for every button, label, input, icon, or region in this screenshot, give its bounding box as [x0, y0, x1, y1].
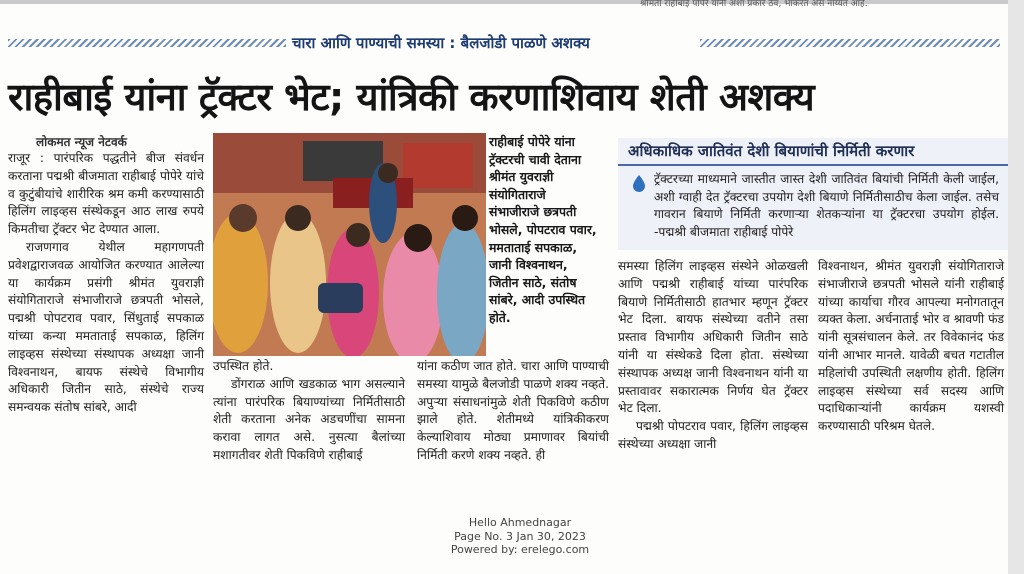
footer-powered-by: Powered by: erelego.com: [450, 543, 590, 556]
quote-box: [618, 138, 1008, 250]
photo-caption: राहीबाई पोपेरे यांना ट्रॅक्टरची चावी देताना श्रीमंत युवराज्ञी संयोगिताराजे संभाजीराजे छत्रपती भोसले, पोपटराव पवार, ममताताई सपकाळ, जानी विश्वनाथन, जितीन साठे, संतोष सांबरे, आदी उपस्थित होते.: [489, 134, 597, 325]
paragraph: पद्मश्री पोपटराव पवार, हिलिंग लाइव्हस संस्थेच्या अध्यक्षा जानी: [618, 419, 808, 451]
byline: लोकमत न्यूज नेटवर्क: [36, 135, 127, 149]
headline: राहीबाई यांना ट्रॅक्टर भेट; यांत्रिकी करणाशिवाय शेती अशक्य: [8, 75, 815, 119]
column-3: [417, 358, 609, 465]
kicker-stripe-left: [8, 39, 286, 47]
paragraph: विश्वनाथन, श्रीमंत युवराज्ञी संयोगिताराजे संभाजीराजे छत्रपती भोसले यांनी राहीबाई यांच्या कार्याचा गौरव आपल्या मनोगतातून व्यक्त केला. अर्चनाताई भोर व श्रावणी फंड यांनी सूत्रसंचालन केले. तर विवेकानंद फंड यांनी आभार मानले. यावेळी बचत गटातील महिलांची उपस्थिती लक्षणीय होती. हिलिंग लाइव्हस संस्थेच्या सर्व सदस्य आणि पदाधिकाऱ्यांनी कार्यक्रम यशस्वी करण्यासाठी परिश्रम घेतले.: [818, 259, 1004, 434]
kicker-stripe-right: [700, 39, 1000, 47]
footer-page-date: Page No. 3 Jan 30, 2023: [454, 529, 586, 543]
quote-box-title: अधिकाधिक जातिवंत देशी बियाणांची निर्मिती करणार: [618, 138, 1008, 166]
event-photo: [213, 133, 486, 356]
paragraph: उपस्थित होते.: [213, 359, 274, 373]
previous-article-clip: श्रीमती राहीबाई पोपेरे यांनी अशा प्रकारे ठेव, भाकरत अस नाय्यत आहे.: [640, 0, 868, 9]
paragraph: यांना कठीण जात होते. चारा आणि पाण्याची समस्या यामुळे बैलजोडी पाळणे शक्य नव्हते. अपुऱ्या संसाधनांमुळे शेती पिकविणे कठीण झाले होते. शेतीमध्ये यांत्रिकीकरण केल्याशिवाय मोठ्या प्रमाणावर बियांची निर्मिती करणे शक्य नव्हते. ही: [417, 359, 609, 462]
photo-illustration: [213, 133, 486, 356]
kicker-text: चारा आणि पाण्याची समस्या : बैलजोडी पाळणे अशक्य: [292, 34, 590, 52]
footer-edition: Hello Ahmednagar: [468, 516, 572, 529]
page-footer: [420, 516, 620, 557]
kicker-bar: [0, 30, 1008, 56]
paragraph: समस्या हिलिंग लाइव्हस संस्थेने ओळखली आणि पद्मश्री राहीबाई यांच्या पारंपरिक बियाणे निर्मितीसाठी हातभार म्हणून ट्रॅक्टर भेट दिला. बायफ संस्थेच्या वतीने तसा प्रस्ताव विभागीय अधिकारी जितीन साठे यांनी या संस्थेकडे दिला होता. संस्थेच्या संस्थापक अध्यक्ष जानी विश्वनाथन यांनी या प्रस्तावावर सकारात्मक निर्णय घेत ट्रॅक्टर भेट दिला.: [618, 259, 808, 416]
paragraph: राजूर : पारंपरिक पद्धतीने बीज संवर्धन करताना पद्मश्री बीजमाता राहीबाई पोपेरे यांचे व कुटुंबीयांचे शारीरिक श्रम कमी करण्यासाठी हिलिंग लाइव्हस संस्थेकडून आठ लाख रुपये किमतीचा ट्रॅक्टर भेट देण्यात आला.: [8, 151, 204, 237]
page-edge-shadow: [1008, 0, 1024, 574]
quote-text: ट्रॅक्टरच्या माध्यमाने जास्तीत जास्त देशी जातिवंत बियांची निर्मिती केली जाईल, अशी ग्वाही देत ट्रॅक्टरचा उपयोग देशी बियाणे निर्मितीसाठीच केला जाईल. तसेच गावरान बियाणे निर्मिती करणाऱ्या शेतकऱ्यांना या ट्रॅक्टरचा उपयोग होईल. -पद्मश्री बीजमाता राहीबाई पोपेरे: [654, 172, 999, 239]
column-2: [213, 358, 405, 465]
paragraph: राजणगाव येथील महागणपती प्रवेशद्वाराजवळ आयोजित करण्यात आलेल्या या कार्यक्रम प्रसंगी श्रीमंत युवराज्ञी संयोगिताराजे संभाजीराजे छत्रपती भोसले, पद्मश्री पोपटराव पवार, सिंधुताई सपकाळ यांच्या कन्या ममताताई सपकाळ, हिलिंग लाइव्हस संस्थेच्या संस्थापक अध्यक्षा जानी विश्वनाथन, बायफ संस्थेचे विभागीय अधिकारी जितीन साठे, संस्थेचे राज्य समन्वयक संतोष सांबरे, आदी: [8, 239, 204, 415]
column-1: [8, 150, 204, 417]
column-4: [618, 258, 808, 454]
quote-drop-icon: [630, 174, 648, 192]
column-5: [818, 258, 1004, 436]
paragraph: डोंगराळ आणि खडकाळ भाग असल्याने त्यांना पारंपरिक बियाण्यांच्या निर्मितीसाठी शेती करताना अनेक अडचणींचा सामना करावा लागत असे. नुसत्या बैलांच्या मशागतीवर शेती पिकविणे राहीबाई: [213, 376, 405, 462]
